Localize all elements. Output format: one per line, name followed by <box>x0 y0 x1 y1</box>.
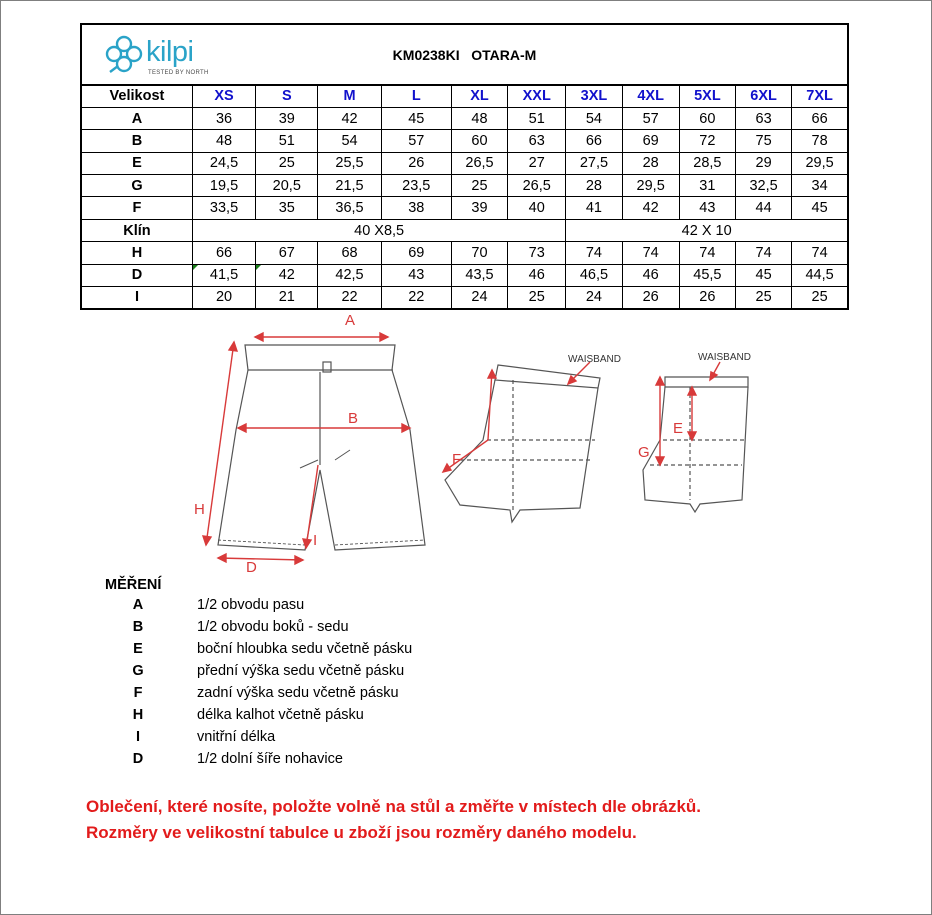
size-header-row <box>81 85 848 107</box>
table-cell: 29,5 <box>792 152 848 174</box>
row-label: Klín <box>81 219 192 241</box>
header <box>80 23 849 84</box>
table-cell: 20,5 <box>256 175 318 197</box>
table-cell: 43 <box>381 264 451 286</box>
label-a: A <box>345 312 356 329</box>
table-cell: 60 <box>679 107 735 129</box>
table-row <box>81 264 848 286</box>
legend-desc: boční hloubka sedu včetně pásku <box>197 641 413 657</box>
klin-group-2: 42 X 10 <box>566 219 848 241</box>
legend-key: D <box>132 751 144 767</box>
label-waisband-1: WAISBAND <box>568 354 621 365</box>
row-label: D <box>81 264 192 286</box>
table-cell: 45 <box>792 197 848 219</box>
table-cell: 21,5 <box>318 175 381 197</box>
size-header-cell: 7XL <box>792 85 848 107</box>
table-cell: 48 <box>451 107 507 129</box>
table-cell: 43,5 <box>451 264 507 286</box>
table-cell: 25 <box>256 152 318 174</box>
shorts-front-drawing <box>218 345 425 550</box>
legend-item <box>0 751 600 773</box>
cell-comment-marker <box>193 265 198 270</box>
table-cell: 74 <box>679 242 735 264</box>
label-e: E <box>673 420 684 437</box>
table-cell: 29,5 <box>622 175 679 197</box>
table-cell: 26,5 <box>508 175 566 197</box>
legend-key: G <box>132 663 144 679</box>
legend-desc: délka kalhot včetně pásku <box>197 707 364 723</box>
table-cell: 34 <box>792 175 848 197</box>
row-label: F <box>81 197 192 219</box>
cell-comment-marker <box>256 265 261 270</box>
measurement-diagrams <box>0 300 932 580</box>
row-label: I <box>81 287 192 309</box>
table-cell: 57 <box>622 107 679 129</box>
table-cell: 74 <box>735 242 791 264</box>
table-cell: 48 <box>192 130 255 152</box>
label-b: B <box>348 410 359 427</box>
table-cell: 28 <box>566 175 622 197</box>
shorts-back-measure-lines <box>443 362 590 472</box>
label-waisband-2: WAISBAND <box>698 352 751 363</box>
table-cell: 42 <box>622 197 679 219</box>
table-cell: 42 <box>256 264 318 286</box>
legend-key: I <box>135 729 141 745</box>
row-label: E <box>81 152 192 174</box>
table-cell: 41 <box>566 197 622 219</box>
label-i: I <box>313 532 318 549</box>
table-cell: 27 <box>508 152 566 174</box>
table-cell: 78 <box>792 130 848 152</box>
table-cell: 54 <box>566 107 622 129</box>
table-cell: 51 <box>508 107 566 129</box>
table-cell: 39 <box>451 197 507 219</box>
size-header-cell: L <box>381 85 451 107</box>
table-cell: 74 <box>566 242 622 264</box>
row-label: A <box>81 107 192 129</box>
table-cell: 36,5 <box>318 197 381 219</box>
brand-tagline: TESTED BY NORTH <box>148 70 209 76</box>
legend-title: MĚŘENÍ <box>105 577 162 593</box>
table-cell: 72 <box>679 130 735 152</box>
legend-desc: přední výška sedu včetně pásku <box>197 663 405 679</box>
size-header-cell: XL <box>451 85 507 107</box>
size-header-cell: 4XL <box>622 85 679 107</box>
table-cell: 63 <box>508 130 566 152</box>
table-row <box>81 152 848 174</box>
table-cell: 70 <box>451 242 507 264</box>
legend-desc: vnitřní délka <box>197 729 276 745</box>
size-header-cell: 3XL <box>566 85 622 107</box>
size-header-cell: 5XL <box>679 85 735 107</box>
table-row <box>81 242 848 264</box>
table-cell: 57 <box>381 130 451 152</box>
legend-item <box>0 619 600 641</box>
table-cell: 69 <box>381 242 451 264</box>
label-f: F <box>452 451 462 468</box>
table-cell: 26 <box>622 287 679 309</box>
table-cell: 54 <box>318 130 381 152</box>
legend-item <box>0 707 600 729</box>
table-cell: 66 <box>566 130 622 152</box>
table-cell: 63 <box>735 107 791 129</box>
table-row <box>81 107 848 129</box>
shorts-side-profile-drawing <box>643 377 748 512</box>
table-row <box>81 130 848 152</box>
note-line-2: Rozměry ve velikostní tabulce u zboží jsou rozměry daného modelu. <box>86 823 637 842</box>
label-h: H <box>194 501 205 518</box>
table-cell: 45,5 <box>679 264 735 286</box>
document-title: KM0238KI OTARA-M <box>392 47 537 63</box>
table-cell: 66 <box>192 242 255 264</box>
table-cell: 23,5 <box>381 175 451 197</box>
table-cell: 28,5 <box>679 152 735 174</box>
table-cell: 31 <box>679 175 735 197</box>
table-cell: 21 <box>256 287 318 309</box>
table-cell: 69 <box>622 130 679 152</box>
note-line-1: Oblečení, které nosíte, položte volně na stůl a změřte v místech dle obrázků. <box>86 797 702 816</box>
table-cell: 25 <box>792 287 848 309</box>
table-cell: 25 <box>508 287 566 309</box>
table-cell: 42 <box>318 107 381 129</box>
size-header-cell: XS <box>192 85 255 107</box>
legend-key: F <box>133 685 143 701</box>
size-header-cell: XXL <box>508 85 566 107</box>
table-cell: 73 <box>508 242 566 264</box>
table-cell: 24 <box>566 287 622 309</box>
table-cell: 40 <box>508 197 566 219</box>
row-label: H <box>81 242 192 264</box>
legend-item <box>0 663 600 685</box>
legend-item <box>0 729 600 751</box>
table-cell: 25,5 <box>318 152 381 174</box>
table-cell: 44,5 <box>792 264 848 286</box>
legend-key: B <box>132 619 144 635</box>
table-cell: 45 <box>381 107 451 129</box>
table-cell: 46,5 <box>566 264 622 286</box>
table-cell: 60 <box>451 130 507 152</box>
shorts-back-profile-drawing <box>445 365 600 522</box>
table-cell: 25 <box>735 287 791 309</box>
size-header-cell: 6XL <box>735 85 791 107</box>
legend-item <box>0 685 600 707</box>
size-table <box>80 84 849 310</box>
table-cell: 74 <box>792 242 848 264</box>
size-header-cell: S <box>256 85 318 107</box>
table-cell: 46 <box>622 264 679 286</box>
legend-desc: 1/2 obvodu boků - sedu <box>197 619 349 635</box>
table-cell: 68 <box>318 242 381 264</box>
table-cell: 67 <box>256 242 318 264</box>
size-header-cell: M <box>318 85 381 107</box>
legend-desc: zadní výška sedu včetně pásku <box>197 685 399 701</box>
table-cell: 66 <box>792 107 848 129</box>
table-cell: 39 <box>256 107 318 129</box>
label-g: G <box>638 444 650 461</box>
table-cell: 20 <box>192 287 255 309</box>
table-row <box>81 197 848 219</box>
table-cell: 27,5 <box>566 152 622 174</box>
table-row <box>81 175 848 197</box>
table-cell: 44 <box>735 197 791 219</box>
legend-desc: 1/2 obvodu pasu <box>197 597 305 613</box>
table-cell: 36 <box>192 107 255 129</box>
table-cell: 25 <box>451 175 507 197</box>
row-label: B <box>81 130 192 152</box>
legend-item <box>0 597 600 619</box>
table-cell: 22 <box>318 287 381 309</box>
table-cell: 19,5 <box>192 175 255 197</box>
size-corner-label: Velikost <box>81 85 192 107</box>
table-cell: 29 <box>735 152 791 174</box>
legend-key: E <box>133 641 143 657</box>
table-cell: 75 <box>735 130 791 152</box>
table-cell: 43 <box>679 197 735 219</box>
table-cell: 33,5 <box>192 197 255 219</box>
table-cell: 74 <box>622 242 679 264</box>
table-cell: 35 <box>256 197 318 219</box>
table-cell: 41,5 <box>192 264 255 286</box>
table-cell: 28 <box>622 152 679 174</box>
table-cell: 45 <box>735 264 791 286</box>
table-cell: 26 <box>679 287 735 309</box>
klin-row <box>81 219 848 241</box>
klin-group-1: 40 X8,5 <box>192 219 565 241</box>
legend-key: A <box>132 597 144 613</box>
table-cell: 26,5 <box>451 152 507 174</box>
table-cell: 24 <box>451 287 507 309</box>
legend-desc: 1/2 dolní šíře nohavice <box>197 751 343 767</box>
table-cell: 26 <box>381 152 451 174</box>
table-cell: 42,5 <box>318 264 381 286</box>
table-cell: 46 <box>508 264 566 286</box>
legend-key: H <box>132 707 144 723</box>
row-label: G <box>81 175 192 197</box>
table-cell: 24,5 <box>192 152 255 174</box>
shorts-front-measure-lines <box>203 333 410 564</box>
table-cell: 38 <box>381 197 451 219</box>
table-cell: 51 <box>256 130 318 152</box>
brand-name: kilpi <box>146 36 194 68</box>
table-cell: 32,5 <box>735 175 791 197</box>
table-cell: 22 <box>381 287 451 309</box>
legend-item <box>0 641 600 663</box>
label-d: D <box>246 559 257 576</box>
